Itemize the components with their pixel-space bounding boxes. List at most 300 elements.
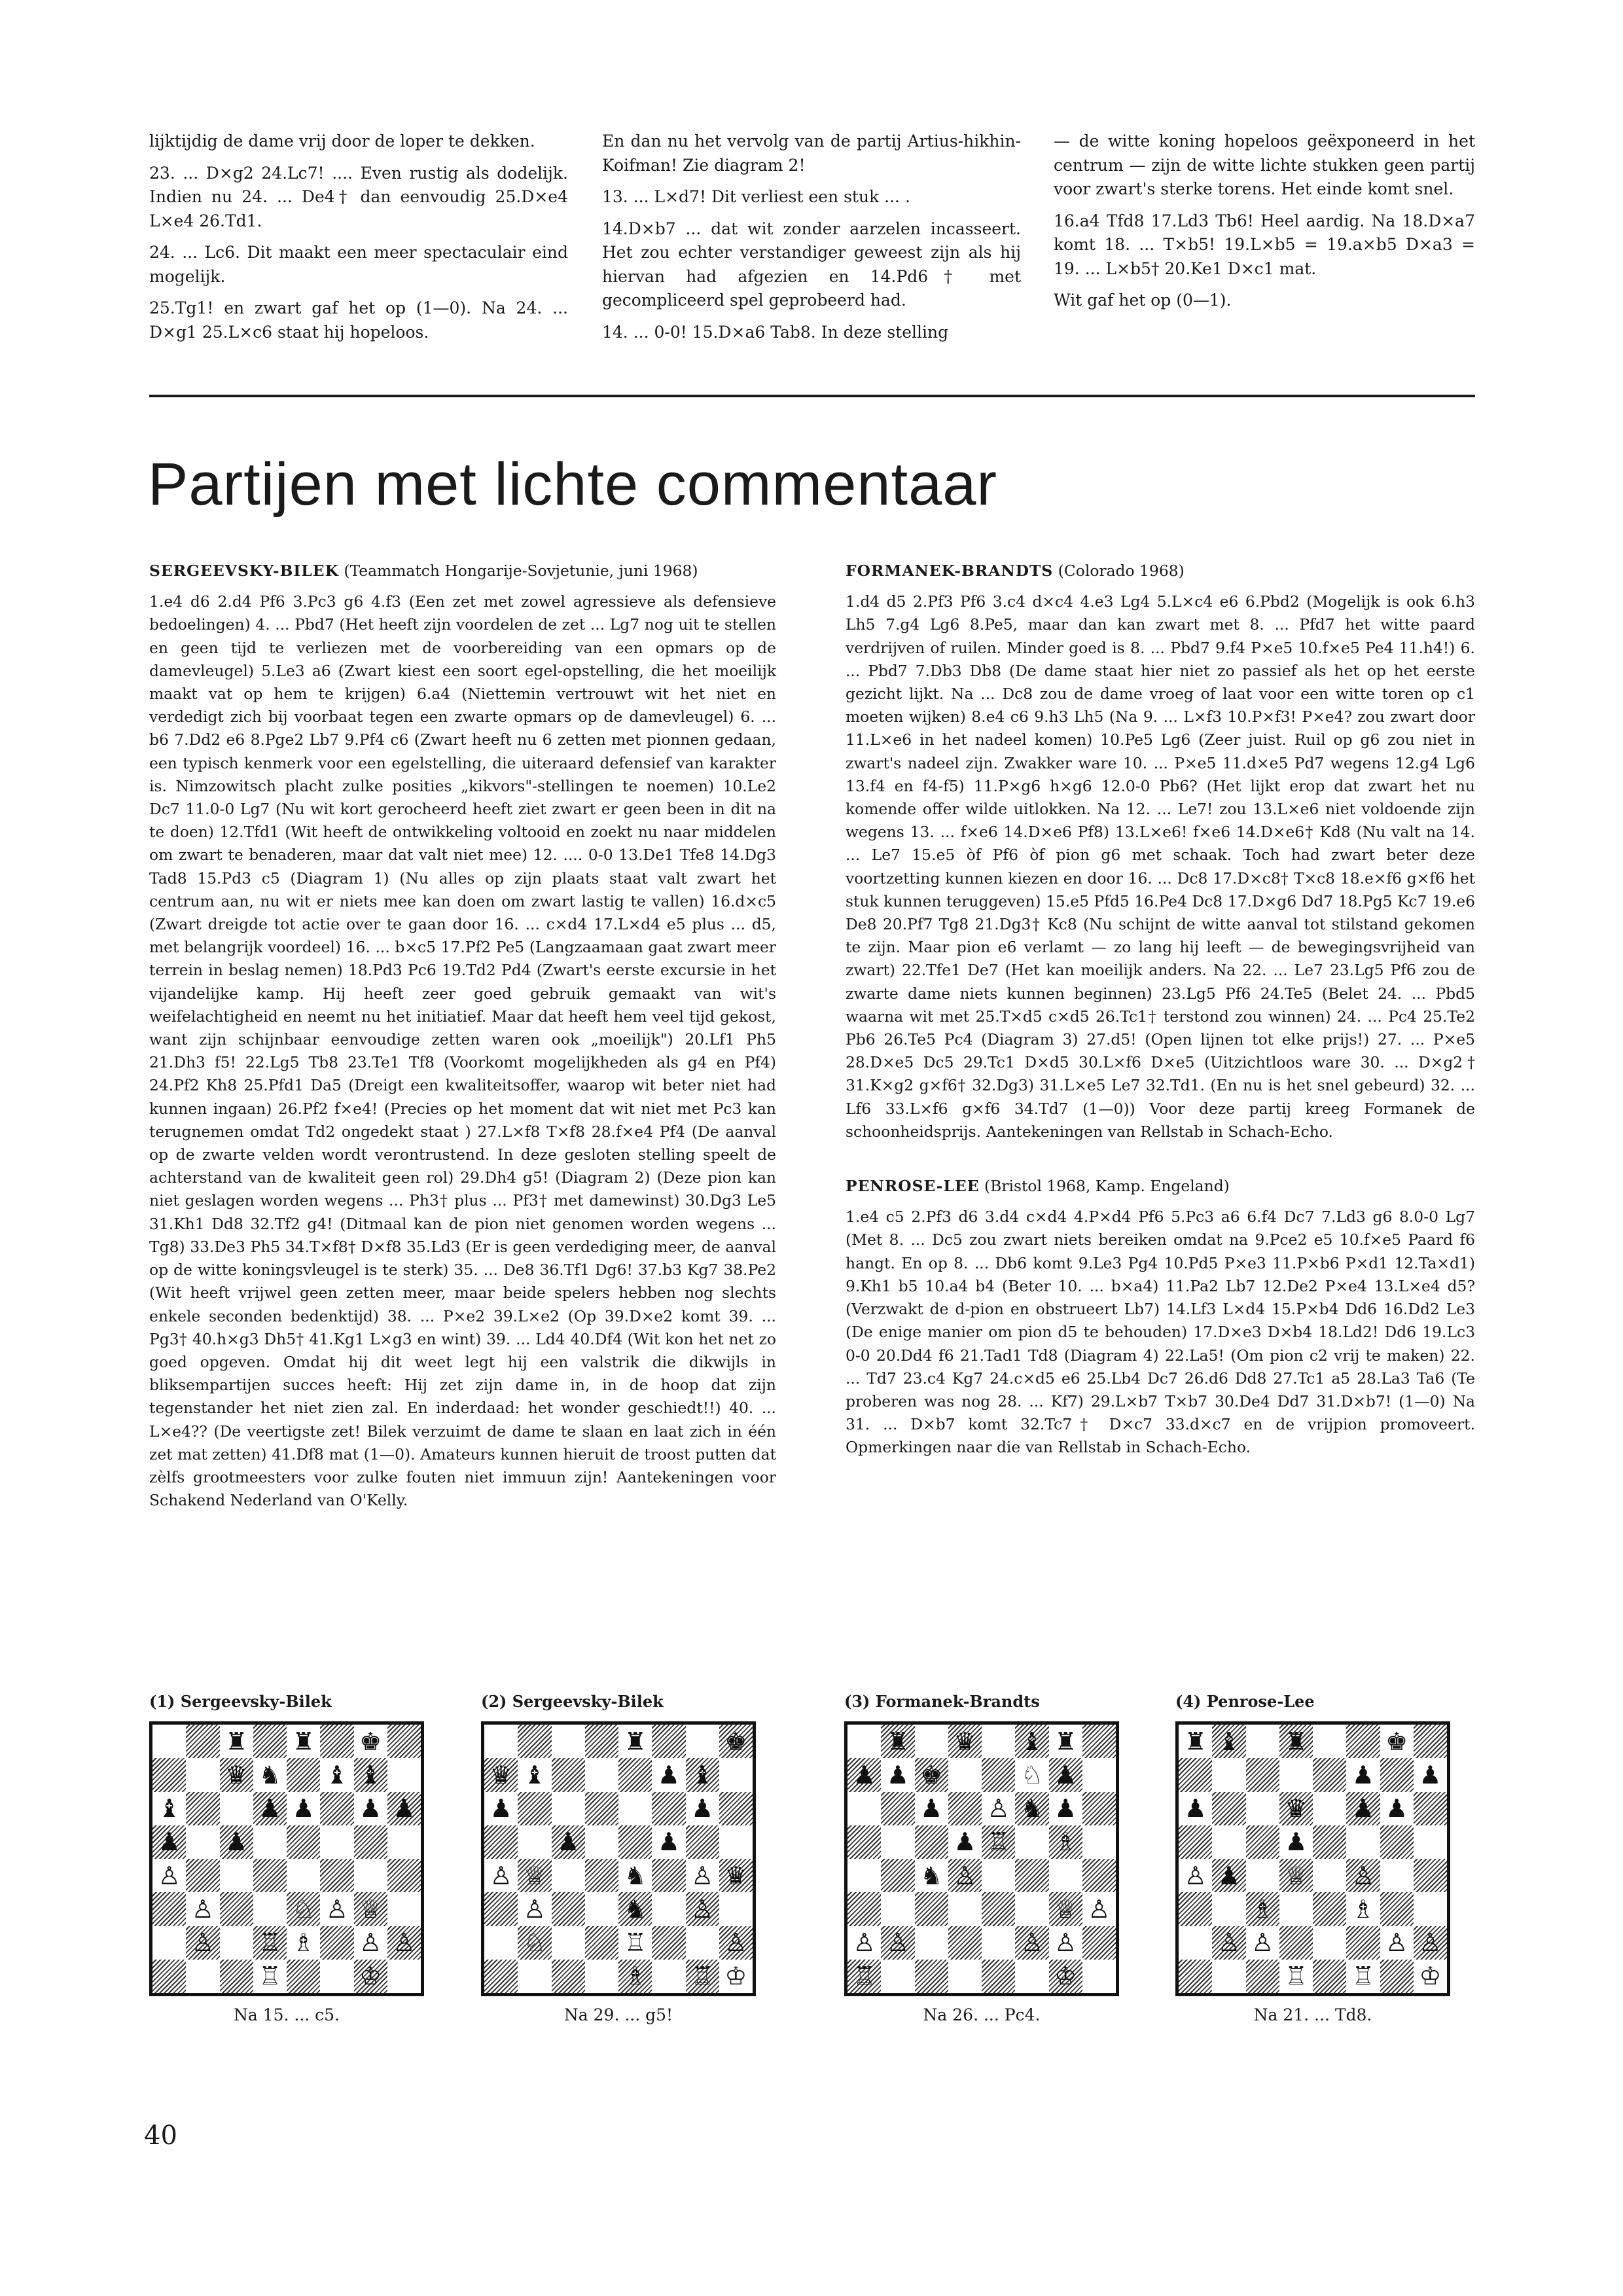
board-square [1246, 1960, 1279, 1993]
board-square [152, 1926, 186, 1960]
board-square [1279, 1892, 1313, 1926]
board-square [847, 1859, 881, 1892]
chess-piece-icon: ♘ [292, 1894, 315, 1924]
chess-piece-icon: ♖ [624, 1928, 647, 1958]
board-square [585, 1758, 618, 1791]
section-divider [149, 395, 1475, 397]
board-square [387, 1725, 421, 1758]
paragraph: — de witte koning hopeloos geëxponeerd in het centrum — zijn de witte lichte stukken geen partij voor zwart's sterke torens. Het einde komt snel. [1054, 132, 1475, 198]
paragraph: 25.Tg1! en zwart gaf het op (1—0). Na 24. ... D×g1 25.L×c6 staat hij hopeloos. [149, 298, 568, 342]
board-square [847, 1825, 881, 1859]
board-square [1313, 1825, 1346, 1859]
board-square [354, 1792, 387, 1825]
board-square [484, 1825, 518, 1859]
board-square [287, 1725, 320, 1758]
board-square [1049, 1725, 1082, 1758]
board-square [1380, 1859, 1414, 1892]
board-square [220, 1859, 253, 1892]
board-square [354, 1926, 387, 1960]
board-square [1015, 1725, 1048, 1758]
paragraph: En dan nu het vervolg van de partij Artius-hikhin-Koifman! Zie diagram 2! [602, 132, 1021, 175]
board-square [1212, 1792, 1245, 1825]
board-square [1346, 1926, 1380, 1960]
board-square [847, 1926, 881, 1960]
game-paragraph [846, 560, 1475, 583]
board-square [220, 1892, 253, 1926]
chess-piece-icon: ♙ [1419, 1928, 1442, 1958]
page-title: Partijen met lichte commentaar [148, 451, 998, 518]
board-square [1015, 1960, 1048, 1993]
board-square [686, 1758, 719, 1791]
chess-piece-icon: ♚ [724, 1727, 747, 1756]
board-square [652, 1792, 685, 1825]
chess-diagram-1 [149, 1692, 424, 2024]
board-square [948, 1792, 982, 1825]
chess-piece-icon: ♕ [1285, 1861, 1308, 1890]
board-square [1246, 1859, 1279, 1892]
board-square [354, 1960, 387, 1993]
board-square [1049, 1892, 1082, 1926]
chess-piece-icon: ♛ [225, 1760, 248, 1789]
board-square [253, 1926, 287, 1960]
board-square [387, 1758, 421, 1791]
board-square [881, 1758, 914, 1791]
chess-piece-icon: ♜ [886, 1727, 909, 1756]
board-square [915, 1758, 948, 1791]
game-header: FORMANEK-BRANDTS [846, 562, 1054, 580]
board-square [1082, 1859, 1116, 1892]
chess-piece-icon: ♟ [1285, 1827, 1308, 1857]
board-square [253, 1892, 287, 1926]
board-square [1082, 1758, 1116, 1791]
paragraph: lijktijdig de dame vrij door de loper te dekken. [149, 132, 535, 151]
chess-piece-icon: ♖ [853, 1962, 876, 1991]
board-square [220, 1792, 253, 1825]
chess-piece-icon: ♙ [954, 1861, 976, 1890]
game-column-left [149, 560, 776, 1520]
chess-piece-icon: ♕ [359, 1894, 382, 1924]
board-square [585, 1825, 618, 1859]
board-square [585, 1792, 618, 1825]
chess-piece-icon: ♖ [1351, 1962, 1374, 1991]
chess-piece-icon: ♟ [853, 1760, 876, 1789]
board-square [719, 1960, 753, 1993]
board-square [152, 1960, 186, 1993]
diagram-label: (2) Sergeevsky-Bilek [481, 1692, 664, 1711]
board-square [719, 1926, 753, 1960]
board-square [915, 1859, 948, 1892]
board-square [354, 1725, 387, 1758]
board-square [618, 1825, 652, 1859]
board-square [1015, 1758, 1048, 1791]
chess-board [149, 1721, 424, 1996]
chess-piece-icon: ♝ [523, 1760, 546, 1789]
chess-piece-icon: ♙ [853, 1928, 876, 1958]
board-square [982, 1926, 1015, 1960]
board-square [915, 1892, 948, 1926]
board-square [652, 1825, 685, 1859]
board-square [618, 1926, 652, 1960]
board-square [1015, 1926, 1048, 1960]
board-square [387, 1825, 421, 1859]
chess-piece-icon: ♟ [886, 1760, 909, 1789]
chess-piece-icon: ♕ [1054, 1894, 1077, 1924]
board-square [686, 1960, 719, 1993]
board-square [1346, 1792, 1380, 1825]
board-square [320, 1825, 353, 1859]
board-square [1380, 1960, 1414, 1993]
board-square [881, 1825, 914, 1859]
chess-piece-icon: ♞ [1020, 1794, 1043, 1823]
board-square [652, 1960, 685, 1993]
board-square [1380, 1926, 1414, 1960]
board-square [1279, 1792, 1313, 1825]
board-square [686, 1792, 719, 1825]
chess-piece-icon: ♙ [691, 1861, 714, 1890]
board-square [220, 1758, 253, 1791]
chess-piece-icon: ♚ [359, 1727, 382, 1756]
chess-piece-icon: ♝ [1217, 1727, 1240, 1756]
chess-piece-icon: ♟ [158, 1827, 181, 1857]
chess-piece-icon: ♟ [1217, 1861, 1240, 1890]
board-square [686, 1825, 719, 1859]
board-square [618, 1758, 652, 1791]
board-square [1246, 1892, 1279, 1926]
board-square [387, 1859, 421, 1892]
board-square [1279, 1758, 1313, 1791]
board-square [1082, 1792, 1116, 1825]
board-square [915, 1825, 948, 1859]
board-square [1380, 1725, 1414, 1758]
board-square [484, 1926, 518, 1960]
board-square [518, 1859, 551, 1892]
board-square [152, 1725, 186, 1758]
board-square [320, 1792, 353, 1825]
chess-piece-icon: ♟ [1351, 1794, 1374, 1823]
board-square [1414, 1792, 1447, 1825]
board-square [915, 1792, 948, 1825]
board-square [915, 1926, 948, 1960]
board-square [253, 1859, 287, 1892]
board-square [1212, 1758, 1245, 1791]
board-square [354, 1892, 387, 1926]
board-square [1346, 1859, 1380, 1892]
board-square [1246, 1926, 1279, 1960]
chess-piece-icon: ♙ [1385, 1928, 1408, 1958]
chess-diagram-4 [1175, 1692, 1450, 2024]
board-square [847, 1725, 881, 1758]
board-square [881, 1960, 914, 1993]
board-square [881, 1725, 914, 1758]
game-event: (Colorado 1968) [1053, 562, 1185, 580]
board-square [518, 1725, 551, 1758]
board-square [484, 1859, 518, 1892]
game-paragraph [846, 1175, 1475, 1198]
board-square [518, 1758, 551, 1791]
board-square [320, 1960, 353, 1993]
diagram-caption: Na 29. ... g5! [563, 2005, 673, 2024]
chess-piece-icon: ♙ [1054, 1928, 1077, 1958]
board-square [220, 1825, 253, 1859]
chess-piece-icon: ♟ [225, 1827, 248, 1857]
board-square [1049, 1758, 1082, 1791]
board-square [1212, 1960, 1245, 1993]
board-square [253, 1792, 287, 1825]
board-square [484, 1725, 518, 1758]
paragraph: 24. ... Lc6. Dit maakt een meer spectaculair eind mogelijk. [149, 243, 568, 286]
board-square [287, 1926, 320, 1960]
board-square [847, 1892, 881, 1926]
chess-piece-icon: ♙ [490, 1861, 512, 1890]
board-square [652, 1892, 685, 1926]
chess-piece-icon: ♝ [359, 1760, 382, 1789]
board-square [287, 1792, 320, 1825]
board-square [186, 1825, 219, 1859]
board-square [552, 1792, 585, 1825]
chess-piece-icon: ♙ [393, 1928, 416, 1958]
board-square [320, 1725, 353, 1758]
board-square [1212, 1725, 1245, 1758]
board-square [186, 1758, 219, 1791]
board-square [982, 1792, 1015, 1825]
board-square [253, 1825, 287, 1859]
chess-piece-icon: ♝ [325, 1760, 348, 1789]
board-square [847, 1960, 881, 1993]
board-square [220, 1960, 253, 1993]
board-square [652, 1758, 685, 1791]
chess-diagram-3 [844, 1692, 1119, 2024]
board-square [484, 1758, 518, 1791]
board-square [1380, 1825, 1414, 1859]
board-square [1049, 1960, 1082, 1993]
chess-piece-icon: ♜ [292, 1727, 315, 1756]
board-square [152, 1825, 186, 1859]
board-square [152, 1859, 186, 1892]
board-square [518, 1960, 551, 1993]
board-square [287, 1960, 320, 1993]
chess-piece-icon: ♞ [259, 1760, 281, 1789]
board-square [1015, 1859, 1048, 1892]
board-square [220, 1926, 253, 1960]
board-square [518, 1892, 551, 1926]
chess-piece-icon: ♙ [325, 1894, 348, 1924]
board-square [1414, 1926, 1447, 1960]
board-square [320, 1892, 353, 1926]
chess-piece-icon: ♟ [657, 1760, 680, 1789]
board-square [320, 1859, 353, 1892]
paragraph: 14.D×b7 ... dat wit zonder aarzelen incasseert. Het zou echter verstandiger geweest zijn als hij hiervan had afgezien en 14.Pd6† met gecompliceerd spel geprobeerd had. [602, 219, 1021, 310]
board-square [1246, 1825, 1279, 1859]
board-square [1313, 1792, 1346, 1825]
chess-piece-icon: ♙ [158, 1861, 181, 1890]
board-square [652, 1859, 685, 1892]
chess-piece-icon: ♟ [1385, 1794, 1408, 1823]
chess-piece-icon: ♗ [292, 1928, 315, 1958]
board-square [552, 1960, 585, 1993]
diagram-caption: Na 26. ... Pc4. [923, 2005, 1041, 2024]
board-square [948, 1859, 982, 1892]
board-square [1414, 1859, 1447, 1892]
board-square [1313, 1926, 1346, 1960]
chess-piece-icon: ♖ [691, 1962, 714, 1991]
board-square [253, 1758, 287, 1791]
chess-piece-icon: ♕ [523, 1861, 546, 1890]
chess-piece-icon: ♖ [259, 1962, 281, 1991]
game-notation: 1.d4 d5 2.Pf3 Pf6 3.c4 d×c4 4.e3 Lg4 5.L×c4 e6 6.Pbd2 (Mogelijk is ook 6.h3 Lh5 7.g4 Lg6 8.Pe5, maar dan kan zwart met 8. ... Pfd7 het witte paard verdrijven of ruilen. Minder goed is 8. ... Pbd7 9.f4 P×e5 10.f×e5 Pe4 11.h4!) 6. ... Pbd7 7.Db3 Db8 (De dame staat hier niet zo passief als het op het eerste gezicht lijkt. Na ... Dc8 zou de dame vroeg of laat voor een witte toren op c1 moeten wijken) 8.e4 c6 9.h3 Lh5 (Na 9. ... L×f3 10.P×f3! P×e4? zou zwart door 11.L×e6 in het nadeel komen) 10.Pe5 Lg6 (Zeer juist. Ruil op g6 zou niet in zwart's nadeel zijn. Zwakker ware 10. ... P×e5 11.d×e5 Pd7 wegens 12.g4 Lg6 13.f4 en f4-f5) 11.P×g6 h×g6 12.0-0 Pb6? (Het lijkt erop dat zwart het nu komende offer wilde uitlokken. Na 12. ... Le7! zou 13.L×e6 niet voldoende zijn wegens 13. ... f×e6 14.D×e6 Pf8) 13.L×e6! f×e6 14.D×e6† Kd8 (Nu valt na 14. ... Le7 15.e5 òf Pf6 òf pion g6 met schaak. Toch had zwart beter deze voortzetting kunnen kiezen en door 16. ... Dc8 17.D×c8† T×c8 18.e×f6 g×f6 het stuk kunnen teruggeven) 15.e5 Pfd5 16.Pe4 Dc8 17.D×g6 Dd7 18.Pg5 Kc7 19.e6 De8 20.Pf7 Tg8 21.Dg3† Kc8 (Nu schijnt de witte aanval tot stilstand gekomen te zijn. Maar pion e6 verlamt — zo lang hij leeft — de bewegingsvrijheid van zwart) 22.Tfe1 De7 (Het kan moeilijk anders. Na 22. ... Le7 23.Lg5 Pf6 zou de zwarte dame niets kunnen beginnen) 23.Lg5 Pf6 24.Te5 (Belet 24. ... Pbd5 waarna wit met 25.T×d5 c×d5 26.Tc1† terstond zou winnen) 24. ... Pc4 25.Te2 Pb6 26.Te5 Pc4 (Diagram 3) 27.d5! (Open lijnen tot elke prijs!) 27. ... P×e5 28.D×e5 Dc5 29.Tc1 D×d5 30.L×f6 D×e5 (Uitzichtloos ware 30. ... D×g2† 31.K×g2 g×f6† 32.Dg3) 31.L×e5 Le7 32.Td1. (En nu is het snel gebeurd) 32. ... Lf6 33.L×f6 g×f6 34.Td7 (1—0)) Voor deze partij kreeg Formanek de schoonheidsprijs. Aantekeningen van Rellstab in Schach-Echo. [846, 592, 1475, 1141]
game-event: (Bristol 1968, Kamp. Engeland) [979, 1177, 1230, 1196]
board-square [915, 1725, 948, 1758]
chess-piece-icon: ♔ [724, 1962, 747, 1991]
chess-piece-icon: ♘ [523, 1928, 546, 1958]
game-header: PENROSE-LEE [846, 1177, 980, 1196]
chess-piece-icon: ♞ [624, 1861, 647, 1890]
board-square [186, 1859, 219, 1892]
chess-piece-icon: ♟ [1351, 1760, 1374, 1789]
board-square [387, 1960, 421, 1993]
board-square [1380, 1758, 1414, 1791]
chess-piece-icon: ♜ [225, 1727, 248, 1756]
chess-piece-icon: ♟ [557, 1827, 580, 1857]
board-square [1279, 1960, 1313, 1993]
board-square [253, 1960, 287, 1993]
chess-piece-icon: ♙ [191, 1928, 214, 1958]
diagram-caption: Na 21. ... Td8. [1253, 2005, 1372, 2024]
board-square [1049, 1792, 1082, 1825]
board-square [847, 1758, 881, 1791]
board-square [354, 1825, 387, 1859]
board-square [186, 1892, 219, 1926]
chess-piece-icon: ♗ [1054, 1827, 1077, 1857]
board-square [1346, 1960, 1380, 1993]
board-square [1313, 1758, 1346, 1791]
board-square [186, 1960, 219, 1993]
board-square [1346, 1892, 1380, 1926]
board-square [948, 1758, 982, 1791]
board-square [1346, 1725, 1380, 1758]
page-number: 40 [144, 2121, 177, 2151]
board-square [287, 1892, 320, 1926]
board-square [320, 1926, 353, 1960]
chess-board [1175, 1721, 1450, 1996]
board-square [552, 1926, 585, 1960]
game-notation: 1.e4 d6 2.d4 Pf6 3.Pc3 g6 4.f3 (Een zet met zowel agressieve als defensieve bedoelingen) 4. ... Pbd7 (Het heeft zijn voordelen de zet ... Lg7 nog uit te stellen en geen tijd te verliezen met de voorbereiding van een opmars op de damevleugel) 5.Le3 a6 (Zwart kiest een soort egel-opstelling, die het moeilijk maakt vat op hem te krijgen) 6.a4 (Niettemin vertrouwt wit het niet en verdedigt zich bij voorbaat tegen een zwarte opmars op de damevleugel) 6. ... b6 7.Dd2 e6 8.Pge2 Lb7 9.Pf4 c6 (Zwart heeft nu 6 zetten met pionnen gedaan, een typisch kenmerk voor een egelstelling, die uiteraard defensief van karakter is. Nimzowitsch placht zulke posities „kikvors"-stellingen te noemen) 10.Le2 Dc7 11.0-0 Lg7 (Nu wit kort gerocheerd heeft ziet zwart er geen been in dit na te doen) 12.Tfd1 (Wit heeft de ontwikkeling voltooid en zoekt nu naar middelen om zwart te benaderen, maar dat valt niet mee) 12. .... 0-0 13.De1 Tfe8 14.Dg3 Tad8 15.Pd3 c5 (Diagram 1) (Nu alles op zijn plaats staat valt zwart het centrum aan, nu wit er niets mee kan doen om zwart lastig te vallen) 16.d×c5 (Zwart dreigde tot actie over te gaan door 16. ... c×d4 17.L×d4 e5 plus ... d5, met belangrijk voordeel) 16. ... b×c5 17.Pf2 Pe5 (Langzaamaan gaat zwart meer terrein in beslag nemen) 18.Pd3 Pc6 19.Td2 Pd4 (Zwart's eerste excursie in het vijandelijke kamp. Hij heeft zeer goed gebruik gemaakt van wit's weifelachtigheid en neemt nu het initiatief. Maar dat heeft hem veel tijd gekost, want zijn schijnbaar eenvoudige zetten waren ook „moeilijk") 20.Lf1 Ph5 21.Dh3 f5! 22.Lg5 Tb8 23.Te1 Tf8 (Voorkomt mogelijkheden als g4 en Pf4) 24.Pf2 Kh8 25.Pfd1 Da5 (Dreigt een kwaliteitsoffer, waarop wit beter niet had kunnen ingaan) 26.Pf2 f×e4! (Precies op het moment dat wit niet met Pc3 kan terugnemen omdat Td2 ongedekt staat ) 27.L×f8 T×f8 28.f×e4 Pf4 (De aanval op de zwarte velden wordt verontrustend. In deze gesloten stelling speelt de achterstand van de kwaliteit geen rol) 29.Dh4 g5! (Diagram 2) (Deze pion kan niet geslagen worden wegens ... Ph3† plus ... Pf3† met damewinst) 30.Dg3 Le5 31.Kh1 Dd8 32.Tf2 g4! (Ditmaal kan de pion niet genomen worden wegens ... Tg8) 33.De3 Ph5 34.T×f8† D×f8 35.Ld3 (Er is geen verdediging meer, de aanval op de witte koningsvleugel is te sterk) 35. ... De8 36.Tf1 Dg6! 37.b3 Kg7 38.Pe2 (Wit heeft vrijwel geen zetten meer, maar beide spelers hebben nog slechts enkele seconden bedenktijd) 38. ... P×e2 39.L×e2 (Op 39.D×e2 komt 39. ... Pg3† 40.h×g3 Dh5† 41.Kg1 L×g3 en wint) 39. ... Ld4 40.Df4 (Wit kon het net zo goed opgeven. Omdat hij dit weet legt hij een valstrik die dikwijls in bliksempartijen succes heeft: Hij zet zijn dame in, in de hoop dat zijn tegenstander het niet zien zal. En inderdaad: het wonder geschiedt!!) 40. ... L×e4?? (De veertigste zet! Bilek verzuimt de dame te slaan en laat zich in één zet mat zetten) 41.Df8 mat (1—0). Amateurs kunnen hieruit de troost putten dat zèlfs grootmeesters voor zulke fouten niet immuun zijn! Aantekeningen voor Schakend Nederland van O'Kelly. [149, 592, 776, 1510]
board-square [186, 1725, 219, 1758]
chess-piece-icon: ♟ [259, 1794, 281, 1823]
game-column-right [846, 560, 1475, 1467]
board-square [1015, 1825, 1048, 1859]
chess-board [844, 1721, 1119, 1996]
board-square [1179, 1792, 1212, 1825]
board-square [287, 1758, 320, 1791]
board-square [618, 1960, 652, 1993]
chess-piece-icon: ♟ [1184, 1794, 1207, 1823]
chess-piece-icon: ♔ [359, 1962, 382, 1991]
board-square [982, 1725, 1015, 1758]
board-square [982, 1859, 1015, 1892]
chess-piece-icon: ♙ [1184, 1861, 1207, 1890]
chess-piece-icon: ♙ [1020, 1928, 1043, 1958]
board-square [387, 1892, 421, 1926]
board-square [652, 1725, 685, 1758]
board-square [1380, 1892, 1414, 1926]
board-square [982, 1960, 1015, 1993]
board-square [1279, 1859, 1313, 1892]
board-square [585, 1926, 618, 1960]
game-event: (Teammatch Hongarije-Sovjetunie, juni 1968) [338, 562, 698, 580]
chess-piece-icon: ♙ [987, 1794, 1010, 1823]
game-paragraph [149, 560, 776, 583]
board-square [287, 1859, 320, 1892]
board-square [1346, 1758, 1380, 1791]
paragraph: 14. ... 0-0! 15.D×a6 Tab8. In deze stelling [602, 322, 949, 342]
board-square [1049, 1825, 1082, 1859]
board-square [186, 1792, 219, 1825]
chess-piece-icon: ♖ [1285, 1962, 1308, 1991]
board-square [1015, 1792, 1048, 1825]
top-column-3 [1054, 130, 1475, 321]
diagram-label: (4) Penrose-Lee [1175, 1692, 1315, 1711]
diagram-caption: Na 15. ... c5. [233, 2005, 340, 2024]
board-square [1082, 1825, 1116, 1859]
chess-piece-icon: ♜ [1184, 1727, 1207, 1756]
game-header: SERGEEVSKY-BILEK [149, 562, 339, 580]
chess-piece-icon: ♙ [1351, 1861, 1374, 1890]
board-square [881, 1892, 914, 1926]
diagram-label: (3) Formanek-Brandts [844, 1692, 1040, 1711]
board-square [719, 1825, 753, 1859]
board-square [1313, 1960, 1346, 1993]
board-square [1346, 1825, 1380, 1859]
chess-piece-icon: ♗ [1351, 1894, 1374, 1924]
board-square [1246, 1792, 1279, 1825]
board-square [387, 1926, 421, 1960]
chess-piece-icon: ♙ [886, 1928, 909, 1958]
top-column-1 [149, 130, 568, 352]
board-square [518, 1825, 551, 1859]
board-square [552, 1725, 585, 1758]
board-square [686, 1926, 719, 1960]
chess-piece-icon: ♙ [523, 1894, 546, 1924]
board-square [1082, 1926, 1116, 1960]
board-square [1015, 1892, 1048, 1926]
board-square [287, 1825, 320, 1859]
board-square [1212, 1859, 1245, 1892]
board-square [585, 1892, 618, 1926]
board-square [552, 1892, 585, 1926]
board-square [618, 1859, 652, 1892]
board-square [152, 1892, 186, 1926]
chess-piece-icon: ♙ [359, 1928, 382, 1958]
chess-piece-icon: ♚ [1385, 1727, 1408, 1756]
board-square [1082, 1725, 1116, 1758]
board-square [948, 1825, 982, 1859]
board-square [719, 1725, 753, 1758]
board-square [152, 1792, 186, 1825]
chess-piece-icon: ♟ [393, 1794, 416, 1823]
chess-piece-icon: ♘ [1020, 1760, 1043, 1789]
chess-piece-icon: ♙ [1251, 1928, 1274, 1958]
chess-piece-icon: ♛ [490, 1760, 512, 1789]
chess-piece-icon: ♜ [1285, 1727, 1308, 1756]
board-square [1313, 1859, 1346, 1892]
board-square [881, 1859, 914, 1892]
board-square [1313, 1892, 1346, 1926]
top-column-2 [602, 130, 1021, 352]
chess-piece-icon: ♟ [954, 1827, 976, 1857]
board-square [1179, 1825, 1212, 1859]
game-notation: 1.e4 c5 2.Pf3 d6 3.d4 c×d4 4.P×d4 Pf6 5.Pc3 a6 6.f4 Dc7 7.Ld3 g6 8.0-0 Lg7 (Met 8. ... Dc5 zou zwart niets bereiken omdat na 9.Pce2 e5 10.f×e5 Paard f6 hangt. En op 8. ... Db6 komt 9.Le3 Pg4 10.Pd5 P×e3 11.P×b6 P×d1 12.Ta×d1) 9.Kh1 b5 10.a4 b4 (Beter 10. ... b×a4) 11.Pa2 Lb7 12.De2 P×e4 13.L×e4 d5? (Verzwakt de d-pion en obstrueert Lb7) 14.Lf3 L×d4 15.P×b4 Dd6 16.Dd2 Le3 (De enige manier om pion d5 te behouden) 17.D×e3 D×b4 18.Ld2! Dd6 19.Lc3 0-0 20.Dd4 f6 21.Tad1 Td8 (Diagram 4) 22.La5! (Om pion c2 vrij te maken) 22. ... Td7 23.c4 Kg7 24.c×d5 e6 25.Lb4 Dc7 26.d6 Dd8 27.Tc1 a5 28.La3 Ta6 (Te proberen was nog 28. ... Kf7) 29.L×b7 T×b7 30.De4 Dd7 31.D×b7! (1—0) Na 31. ... D×b7 komt 32.Tc7† D×c7 33.d×c7 en de vrijpion promoveert. Opmerkingen naar die van Rellstab in Schach-Echo. [846, 1208, 1475, 1457]
chess-piece-icon: ♖ [259, 1928, 281, 1958]
